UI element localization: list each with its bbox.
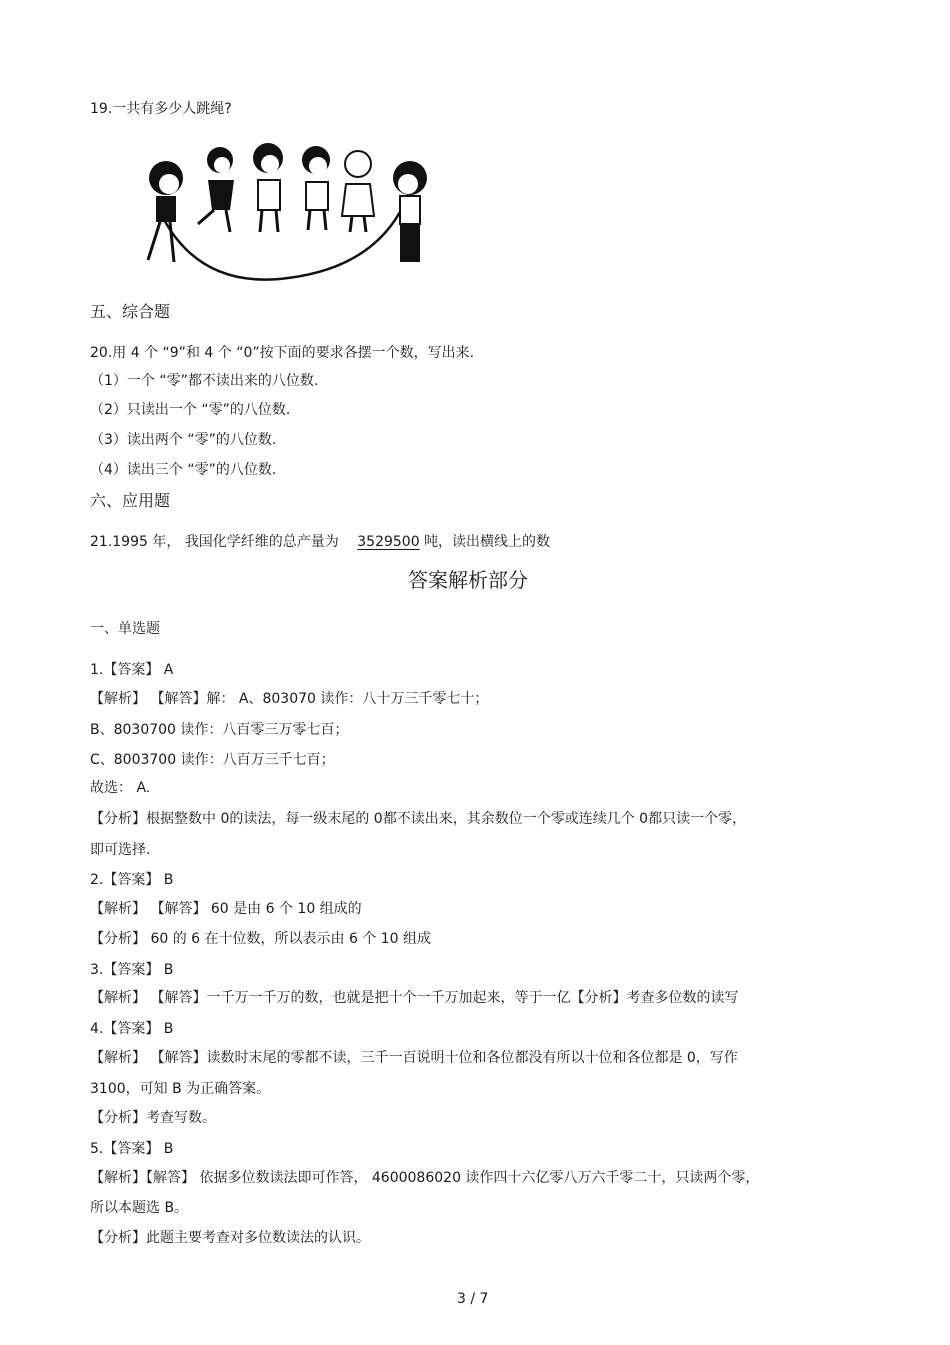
answer-line: 【分析】此题主要考查对多位数读法的认识。 (90, 1230, 370, 1246)
answers-section-1: 一、单选题 (90, 621, 160, 637)
child-jumper-4 (342, 151, 374, 232)
answer-line: 2.【答案】 B (90, 872, 174, 888)
answer-line: C、8003700 读作：八百万三千七百； (90, 752, 335, 768)
answer-line: 故选： A. (90, 780, 151, 796)
answer-line: 5.【答案】 B (90, 1141, 174, 1157)
answer-line: 【解析】 【解答】读数时末尾的零都不读，三千一百说明十位和各位都没有所以十位和各位都是 0，写作 (90, 1050, 738, 1066)
q21-post: 吨，读出横线上的数 (424, 534, 551, 550)
answer-line: 【分析】根据整数中 0的读法，每一级末尾的 0都不读出来，其余数位一个零或连续几个 0都只读一个零， (90, 811, 747, 827)
q20-stem-part-c: 按下面的要求各摆一个数，写出来. (259, 345, 475, 361)
question-20-item-4: （4）读出三个 “零”的八位数. (90, 462, 277, 478)
answer-line: 【分析】 60 的 6 在十位数，所以表示由 6 个 10 组成 (90, 931, 432, 947)
page-number: 3 / 7 (457, 1291, 489, 1307)
jump-rope-illustration (138, 140, 438, 285)
question-20-stem (90, 346, 474, 360)
answer-line: 所以本题选 B。 (90, 1200, 189, 1216)
question-20-item-1: （1）一个 “零”都不读出来的八位数. (90, 373, 319, 389)
answers-title: 答案解析部分 (408, 568, 528, 592)
question-19: 19.一共有多少人跳绳? (90, 101, 232, 117)
answer-line: 即可选择. (90, 842, 151, 858)
answer-line: 【解析】 【解答】 60 是由 6 个 10 组成的 (90, 901, 362, 917)
section-6-heading: 六、应用题 (90, 491, 171, 510)
question-21 (90, 535, 550, 549)
answer-line: 【分析】考查写数。 (90, 1110, 216, 1126)
answer-line: 3100，可知 B 为正确答案。 (90, 1081, 271, 1097)
answer-line: 1.【答案】 A (90, 662, 174, 678)
question-20-item-3: （3）读出两个 “零”的八位数. (90, 432, 277, 448)
q21-pre: 21.1995 年， 我国化学纤维的总产量为 (90, 534, 339, 550)
answer-line: 3.【答案】 B (90, 962, 174, 978)
section-5-heading: 五、综合题 (90, 302, 171, 321)
answer-line: 【解析】 【解答】解： A、803070 读作：八十万三千零七十； (90, 691, 489, 707)
answer-line: B、8030700 读作：八百零三万零七百； (90, 722, 349, 738)
answer-line: 4.【答案】 B (90, 1021, 174, 1037)
q21-underlined-number: 3529500 (357, 534, 420, 550)
child-jumper-1 (198, 147, 234, 232)
child-rope-holder-left (148, 161, 183, 262)
q20-stem-part-a: 20.用 4 个 “9” (90, 345, 186, 361)
answer-line: 【解析】 【解答】一千万一千万的数，也就是把十个一千万加起来，等于一亿【分析】考查多位数的读写 (90, 990, 739, 1006)
child-jumper-2 (253, 143, 283, 232)
child-jumper-3 (302, 146, 330, 230)
answer-line: 【解析】【解答】 依据多位数读法即可作答， 4600086020 读作四十六亿零八万六千零二十，只读两个零， (90, 1170, 760, 1186)
child-rope-holder-right (393, 161, 427, 262)
question-20-item-2: （2）只读出一个 “零”的八位数. (90, 402, 291, 418)
q20-stem-part-b: 和 4 个 “0” (185, 345, 260, 361)
